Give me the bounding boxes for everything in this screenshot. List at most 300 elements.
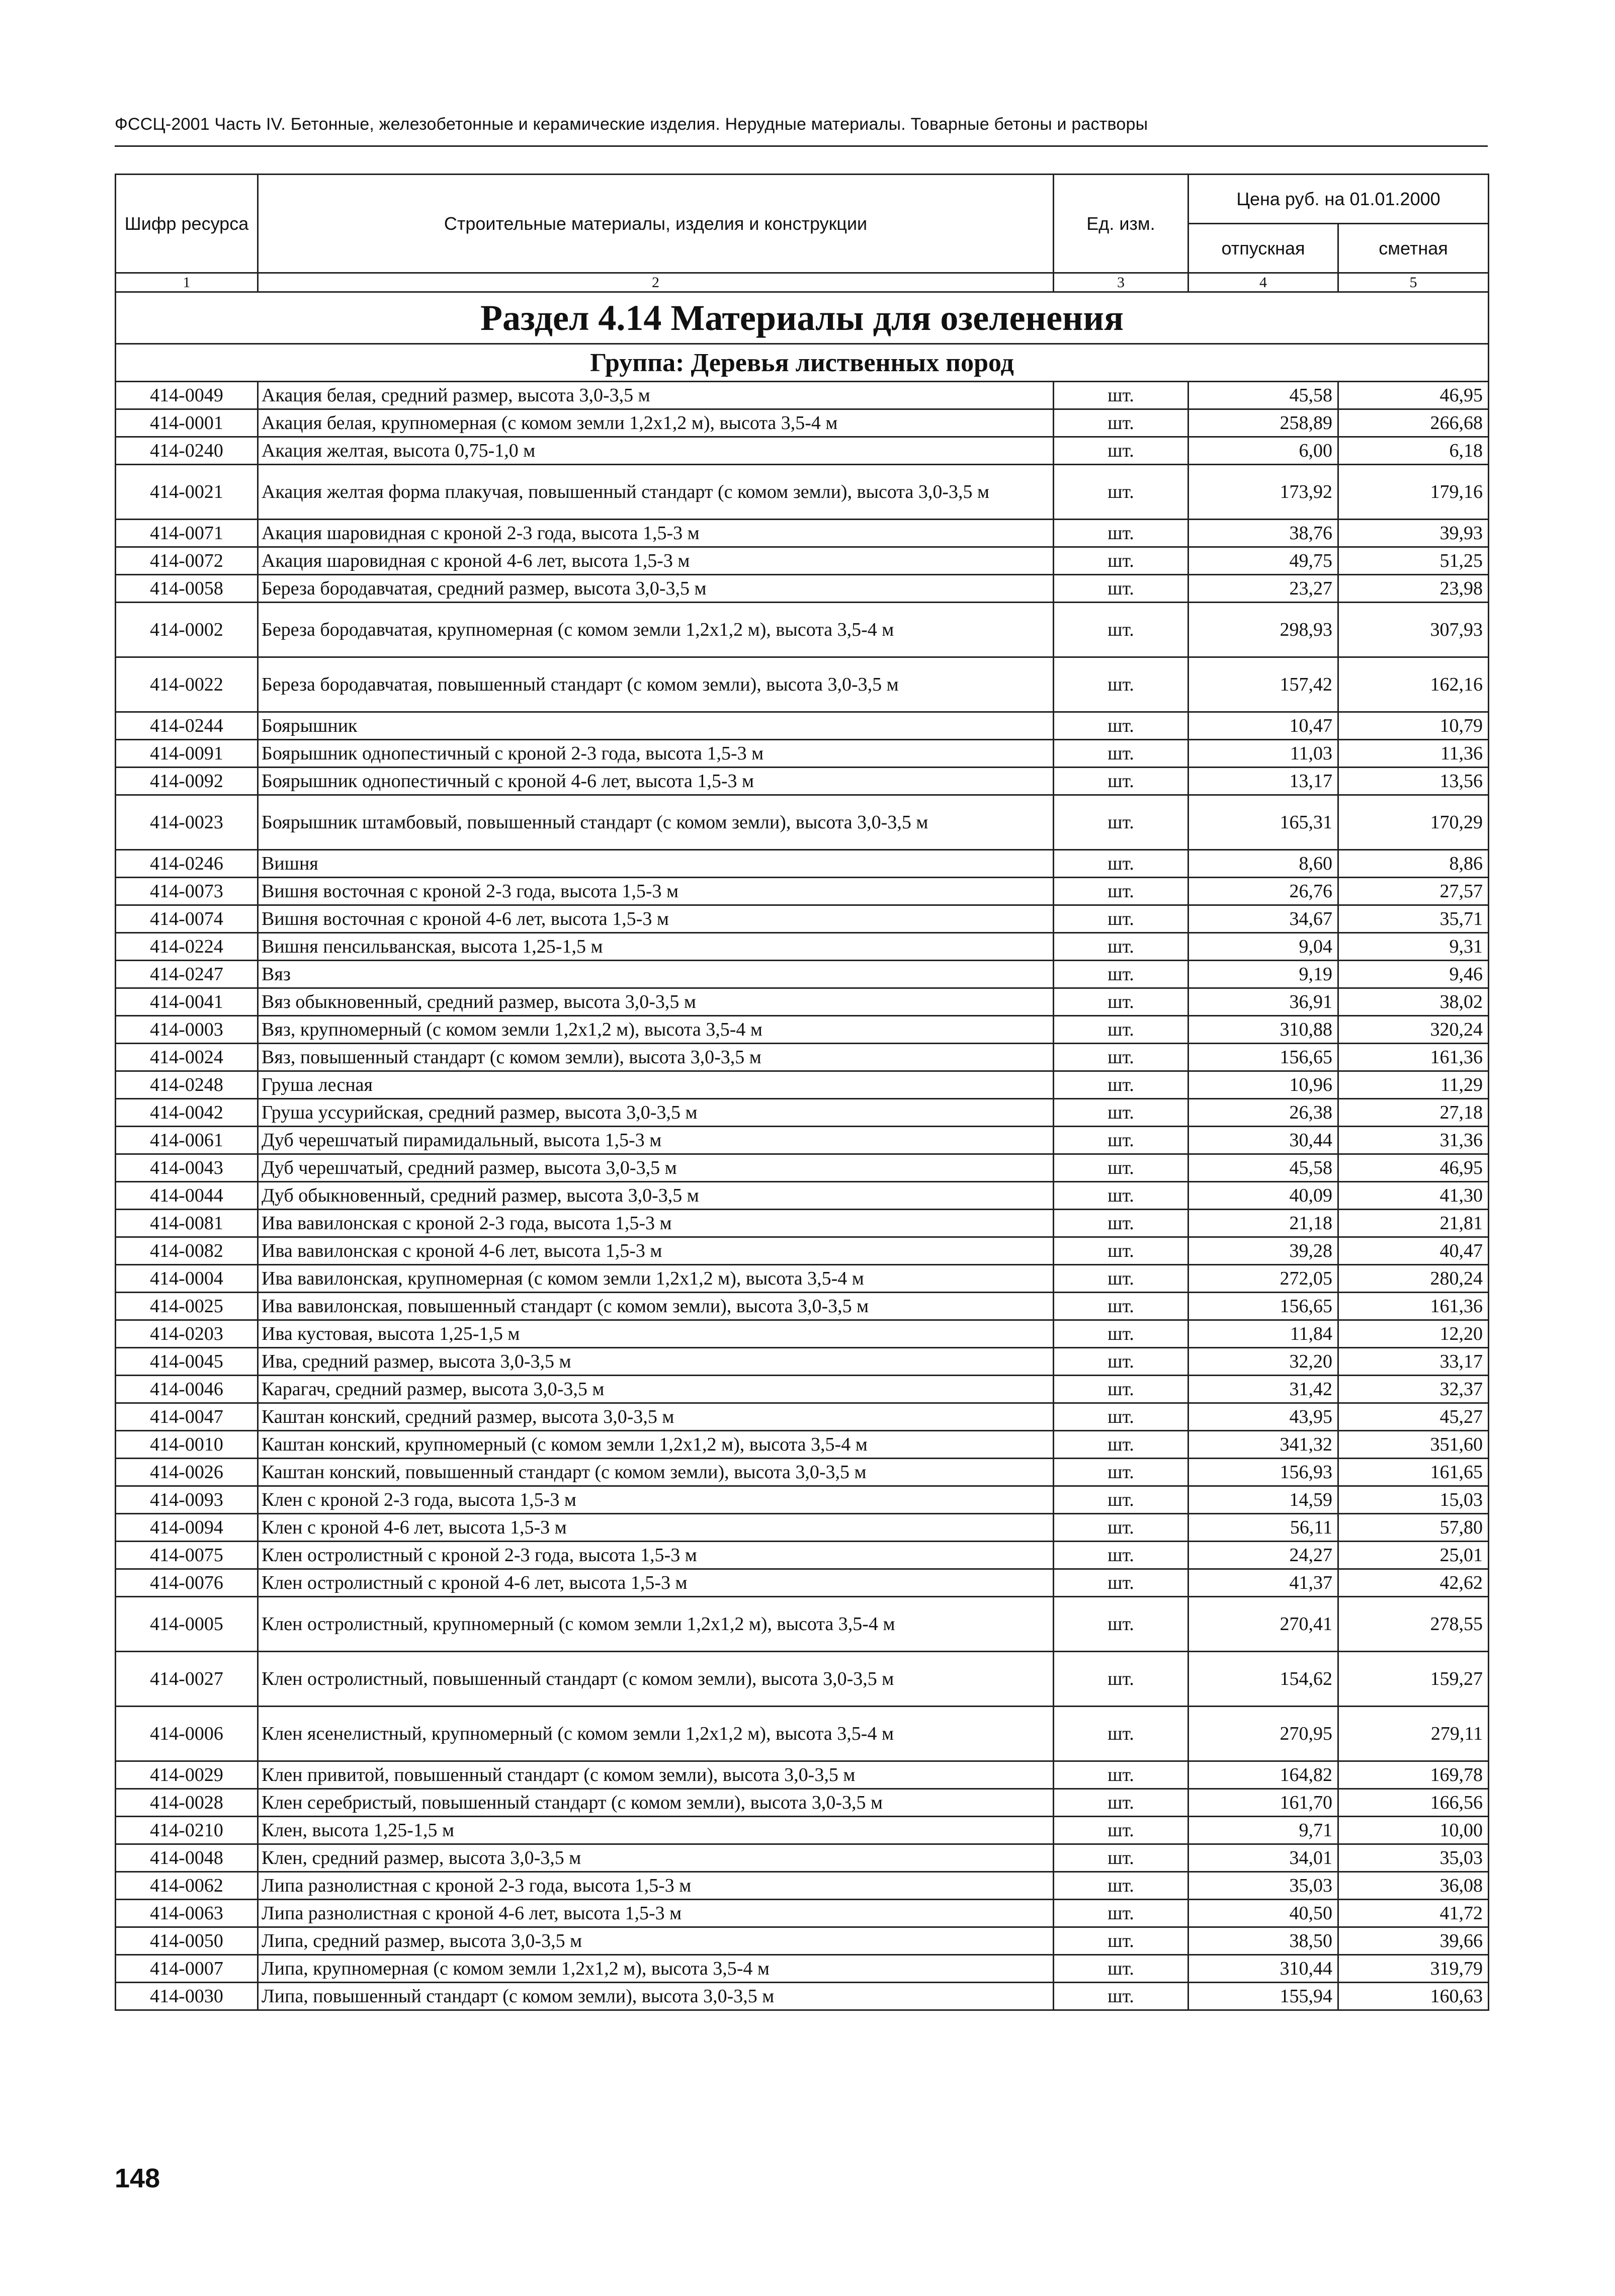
unit: шт. (1054, 409, 1188, 437)
resource-code: 414-0246 (116, 850, 258, 878)
unit: шт. (1054, 1955, 1188, 1983)
estimate-price: 21,81 (1338, 1210, 1489, 1237)
unit: шт. (1054, 905, 1188, 933)
header-estimate-price: сметная (1338, 224, 1489, 273)
group-title: Группа: Деревья лиственных пород (116, 344, 1489, 382)
unit: шт. (1054, 1569, 1188, 1597)
material-name: Ива, средний размер, высота 3,0-3,5 м (258, 1348, 1054, 1376)
release-price: 9,71 (1188, 1817, 1338, 1844)
release-price: 31,42 (1188, 1376, 1338, 1403)
release-price: 30,44 (1188, 1127, 1338, 1154)
table-row (116, 657, 1489, 712)
unit: шт. (1054, 712, 1188, 740)
material-name: Береза бородавчатая, крупномерная (с комом земли 1,2х1,2 м), высота 3,5-4 м (258, 603, 1054, 657)
release-price: 10,96 (1188, 1071, 1338, 1099)
estimate-price: 32,37 (1338, 1376, 1489, 1403)
material-name: Ива кустовая, высота 1,25-1,5 м (258, 1320, 1054, 1348)
estimate-price: 166,56 (1338, 1789, 1489, 1817)
unit: шт. (1054, 933, 1188, 961)
table-row (116, 850, 1489, 878)
table-row (116, 1514, 1489, 1542)
release-price: 156,65 (1188, 1044, 1338, 1071)
material-name: Дуб черешчатый, средний размер, высота 3,0-3,5 м (258, 1154, 1054, 1182)
release-price: 161,70 (1188, 1789, 1338, 1817)
table-row (116, 1844, 1489, 1872)
table-row (116, 437, 1489, 465)
release-price: 41,37 (1188, 1569, 1338, 1597)
estimate-price: 41,72 (1338, 1900, 1489, 1927)
release-price: 56,11 (1188, 1514, 1338, 1542)
price-table (115, 174, 1489, 2011)
table-row (116, 1376, 1489, 1403)
estimate-price: 39,66 (1338, 1927, 1489, 1955)
table-row (116, 1182, 1489, 1210)
table-row (116, 1983, 1489, 2010)
resource-code: 414-0026 (116, 1459, 258, 1486)
resource-code: 414-0061 (116, 1127, 258, 1154)
header-price: Цена руб. на 01.01.2000 (1188, 175, 1489, 224)
estimate-price: 42,62 (1338, 1569, 1489, 1597)
material-name: Липа разнолистная с кроной 4-6 лет, высота 1,5-3 м (258, 1900, 1054, 1927)
unit: шт. (1054, 575, 1188, 603)
material-name: Вяз обыкновенный, средний размер, высота 3,0-3,5 м (258, 988, 1054, 1016)
unit: шт. (1054, 988, 1188, 1016)
material-name: Акация белая, средний размер, высота 3,0-3,5 м (258, 382, 1054, 409)
material-name: Ива вавилонская с кроной 2-3 года, высота 1,5-3 м (258, 1210, 1054, 1237)
release-price: 40,09 (1188, 1182, 1338, 1210)
estimate-price: 39,93 (1338, 520, 1489, 547)
estimate-price: 280,24 (1338, 1265, 1489, 1293)
release-price: 23,27 (1188, 575, 1338, 603)
unit: шт. (1054, 1514, 1188, 1542)
unit: шт. (1054, 1597, 1188, 1652)
resource-code: 414-0092 (116, 768, 258, 795)
resource-code: 414-0093 (116, 1486, 258, 1514)
unit: шт. (1054, 1016, 1188, 1044)
estimate-price: 25,01 (1338, 1542, 1489, 1569)
release-price: 11,03 (1188, 740, 1338, 768)
release-price: 34,67 (1188, 905, 1338, 933)
estimate-price: 159,27 (1338, 1652, 1489, 1707)
estimate-price: 36,08 (1338, 1872, 1489, 1900)
material-name: Акация белая, крупномерная (с комом земли 1,2х1,2 м), высота 3,5-4 м (258, 409, 1054, 437)
material-name: Клен с кроной 2-3 года, высота 1,5-3 м (258, 1486, 1054, 1514)
column-number: 1 (116, 273, 258, 292)
estimate-price: 162,16 (1338, 657, 1489, 712)
material-name: Боярышник (258, 712, 1054, 740)
material-name: Вишня пенсильванская, высота 1,25-1,5 м (258, 933, 1054, 961)
release-price: 9,04 (1188, 933, 1338, 961)
resource-code: 414-0071 (116, 520, 258, 547)
estimate-price: 179,16 (1338, 465, 1489, 520)
release-price: 270,41 (1188, 1597, 1338, 1652)
release-price: 6,00 (1188, 437, 1338, 465)
table-row (116, 1652, 1489, 1707)
material-name: Ива вавилонская с кроной 4-6 лет, высота 1,5-3 м (258, 1237, 1054, 1265)
estimate-price: 13,56 (1338, 768, 1489, 795)
estimate-price: 57,80 (1338, 1514, 1489, 1542)
resource-code: 414-0094 (116, 1514, 258, 1542)
material-name: Клен с кроной 4-6 лет, высота 1,5-3 м (258, 1514, 1054, 1542)
estimate-price: 46,95 (1338, 1154, 1489, 1182)
unit: шт. (1054, 878, 1188, 905)
unit: шт. (1054, 1844, 1188, 1872)
material-name: Клен, высота 1,25-1,5 м (258, 1817, 1054, 1844)
estimate-price: 46,95 (1338, 382, 1489, 409)
release-price: 154,62 (1188, 1652, 1338, 1707)
material-name: Боярышник однопестичный с кроной 2-3 года, высота 1,5-3 м (258, 740, 1054, 768)
estimate-price: 11,29 (1338, 1071, 1489, 1099)
table-row (116, 520, 1489, 547)
unit: шт. (1054, 465, 1188, 520)
material-name: Береза бородавчатая, повышенный стандарт (с комом земли), высота 3,0-3,5 м (258, 657, 1054, 712)
header-name: Строительные материалы, изделия и конструкции (258, 175, 1054, 273)
release-price: 21,18 (1188, 1210, 1338, 1237)
release-price: 34,01 (1188, 1844, 1338, 1872)
column-number: 5 (1338, 273, 1489, 292)
table-row (116, 1761, 1489, 1789)
unit: шт. (1054, 1486, 1188, 1514)
release-price: 298,93 (1188, 603, 1338, 657)
release-price: 24,27 (1188, 1542, 1338, 1569)
resource-code: 414-0248 (116, 1071, 258, 1099)
resource-code: 414-0006 (116, 1707, 258, 1761)
material-name: Карагач, средний размер, высота 3,0-3,5 м (258, 1376, 1054, 1403)
material-name: Вяз, крупномерный (с комом земли 1,2х1,2 м), высота 3,5-4 м (258, 1016, 1054, 1044)
material-name: Дуб черешчатый пирамидальный, высота 1,5-3 м (258, 1127, 1054, 1154)
material-name: Каштан конский, повышенный стандарт (с комом земли), высота 3,0-3,5 м (258, 1459, 1054, 1486)
material-name: Клен остролистный с кроной 2-3 года, высота 1,5-3 м (258, 1542, 1054, 1569)
release-price: 36,91 (1188, 988, 1338, 1016)
column-number: 2 (258, 273, 1054, 292)
unit: шт. (1054, 1872, 1188, 1900)
column-number: 3 (1054, 273, 1188, 292)
estimate-price: 27,18 (1338, 1099, 1489, 1127)
table-row (116, 1486, 1489, 1514)
estimate-price: 161,65 (1338, 1459, 1489, 1486)
unit: шт. (1054, 1652, 1188, 1707)
unit: шт. (1054, 1293, 1188, 1320)
table-row (116, 409, 1489, 437)
unit: шт. (1054, 961, 1188, 988)
table-row (116, 1127, 1489, 1154)
table-row (116, 1431, 1489, 1459)
unit: шт. (1054, 1376, 1188, 1403)
table-row (116, 1016, 1489, 1044)
table-row (116, 740, 1489, 768)
resource-code: 414-0082 (116, 1237, 258, 1265)
table-row (116, 1955, 1489, 1983)
resource-code: 414-0027 (116, 1652, 258, 1707)
estimate-price: 279,11 (1338, 1707, 1489, 1761)
resource-code: 414-0021 (116, 465, 258, 520)
material-name: Каштан конский, средний размер, высота 3,0-3,5 м (258, 1403, 1054, 1431)
estimate-price: 351,60 (1338, 1431, 1489, 1459)
resource-code: 414-0224 (116, 933, 258, 961)
unit: шт. (1054, 1154, 1188, 1182)
release-price: 43,95 (1188, 1403, 1338, 1431)
table-row (116, 1154, 1489, 1182)
release-price: 8,60 (1188, 850, 1338, 878)
estimate-price: 33,17 (1338, 1348, 1489, 1376)
estimate-price: 12,20 (1338, 1320, 1489, 1348)
material-name: Вяз, повышенный стандарт (с комом земли), высота 3,0-3,5 м (258, 1044, 1054, 1071)
header-rule (115, 145, 1488, 147)
material-name: Клен, средний размер, высота 3,0-3,5 м (258, 1844, 1054, 1872)
unit: шт. (1054, 1789, 1188, 1817)
resource-code: 414-0210 (116, 1817, 258, 1844)
resource-code: 414-0058 (116, 575, 258, 603)
resource-code: 414-0028 (116, 1789, 258, 1817)
material-name: Липа, крупномерная (с комом земли 1,2х1,2 м), высота 3,5-4 м (258, 1955, 1054, 1983)
unit: шт. (1054, 1127, 1188, 1154)
table-row (116, 1459, 1489, 1486)
unit: шт. (1054, 1237, 1188, 1265)
unit: шт. (1054, 1761, 1188, 1789)
resource-code: 414-0063 (116, 1900, 258, 1927)
column-number: 4 (1188, 273, 1338, 292)
unit: шт. (1054, 1099, 1188, 1127)
table-row (116, 1707, 1489, 1761)
header-release-price: отпускная (1188, 224, 1338, 273)
release-price: 165,31 (1188, 795, 1338, 850)
release-price: 10,47 (1188, 712, 1338, 740)
estimate-price: 160,63 (1338, 1983, 1489, 2010)
estimate-price: 35,03 (1338, 1844, 1489, 1872)
release-price: 157,42 (1188, 657, 1338, 712)
unit: шт. (1054, 850, 1188, 878)
header-unit: Ед. изм. (1054, 175, 1188, 273)
estimate-price: 266,68 (1338, 409, 1489, 437)
table-row (116, 1789, 1489, 1817)
release-price: 38,76 (1188, 520, 1338, 547)
material-name: Береза бородавчатая, средний размер, высота 3,0-3,5 м (258, 575, 1054, 603)
table-row (116, 1542, 1489, 1569)
estimate-price: 11,36 (1338, 740, 1489, 768)
resource-code: 414-0072 (116, 547, 258, 575)
material-name: Вишня (258, 850, 1054, 878)
unit: шт. (1054, 1044, 1188, 1071)
unit: шт. (1054, 1927, 1188, 1955)
resource-code: 414-0004 (116, 1265, 258, 1293)
material-name: Груша лесная (258, 1071, 1054, 1099)
material-name: Боярышник однопестичный с кроной 4-6 лет, высота 1,5-3 м (258, 768, 1054, 795)
estimate-price: 31,36 (1338, 1127, 1489, 1154)
estimate-price: 9,31 (1338, 933, 1489, 961)
unit: шт. (1054, 1707, 1188, 1761)
material-name: Клен остролистный, крупномерный (с комом земли 1,2х1,2 м), высота 3,5-4 м (258, 1597, 1054, 1652)
resource-code: 414-0081 (116, 1210, 258, 1237)
resource-code: 414-0025 (116, 1293, 258, 1320)
estimate-price: 27,57 (1338, 878, 1489, 905)
unit: шт. (1054, 795, 1188, 850)
resource-code: 414-0003 (116, 1016, 258, 1044)
unit: шт. (1054, 1320, 1188, 1348)
release-price: 270,95 (1188, 1707, 1338, 1761)
resource-code: 414-0091 (116, 740, 258, 768)
resource-code: 414-0044 (116, 1182, 258, 1210)
material-name: Ива вавилонская, крупномерная (с комом земли 1,2х1,2 м), высота 3,5-4 м (258, 1265, 1054, 1293)
resource-code: 414-0203 (116, 1320, 258, 1348)
resource-code: 414-0005 (116, 1597, 258, 1652)
table-row (116, 988, 1489, 1016)
release-price: 40,50 (1188, 1900, 1338, 1927)
resource-code: 414-0047 (116, 1403, 258, 1431)
resource-code: 414-0048 (116, 1844, 258, 1872)
estimate-price: 10,00 (1338, 1817, 1489, 1844)
release-price: 310,88 (1188, 1016, 1338, 1044)
resource-code: 414-0062 (116, 1872, 258, 1900)
unit: шт. (1054, 1265, 1188, 1293)
resource-code: 414-0023 (116, 795, 258, 850)
resource-code: 414-0043 (116, 1154, 258, 1182)
material-name: Клен остролистный, повышенный стандарт (с комом земли), высота 3,0-3,5 м (258, 1652, 1054, 1707)
material-name: Акация шаровидная с кроной 2-3 года, высота 1,5-3 м (258, 520, 1054, 547)
estimate-price: 51,25 (1338, 547, 1489, 575)
estimate-price: 307,93 (1338, 603, 1489, 657)
material-name: Акация шаровидная с кроной 4-6 лет, высота 1,5-3 м (258, 547, 1054, 575)
material-name: Каштан конский, крупномерный (с комом земли 1,2х1,2 м), высота 3,5-4 м (258, 1431, 1054, 1459)
resource-code: 414-0010 (116, 1431, 258, 1459)
table-row (116, 1872, 1489, 1900)
unit: шт. (1054, 1542, 1188, 1569)
table-row (116, 795, 1489, 850)
resource-code: 414-0075 (116, 1542, 258, 1569)
table-row (116, 905, 1489, 933)
release-price: 45,58 (1188, 382, 1338, 409)
resource-code: 414-0050 (116, 1927, 258, 1955)
page-number: 148 (115, 2163, 160, 2193)
running-head: ФССЦ-2001 Часть IV. Бетонные, железобетонные и керамические изделия. Нерудные материалы. Товарные бетоны и растворы (115, 115, 1148, 134)
estimate-price: 10,79 (1338, 712, 1489, 740)
unit: шт. (1054, 1817, 1188, 1844)
material-name: Вишня восточная с кроной 4-6 лет, высота 1,5-3 м (258, 905, 1054, 933)
unit: шт. (1054, 740, 1188, 768)
table-body (116, 292, 1489, 2010)
table-row (116, 1900, 1489, 1927)
table-row (116, 933, 1489, 961)
table-row (116, 1265, 1489, 1293)
resource-code: 414-0240 (116, 437, 258, 465)
material-name: Акация желтая форма плакучая, повышенный стандарт (с комом земли), высота 3,0-3,5 м (258, 465, 1054, 520)
resource-code: 414-0002 (116, 603, 258, 657)
resource-code: 414-0030 (116, 1983, 258, 2010)
release-price: 272,05 (1188, 1265, 1338, 1293)
estimate-price: 169,78 (1338, 1761, 1489, 1789)
estimate-price: 45,27 (1338, 1403, 1489, 1431)
material-name: Липа, повышенный стандарт (с комом земли), высота 3,0-3,5 м (258, 1983, 1054, 2010)
table-row (116, 1071, 1489, 1099)
table-row (116, 1293, 1489, 1320)
unit: шт. (1054, 437, 1188, 465)
table-row (116, 575, 1489, 603)
unit: шт. (1054, 547, 1188, 575)
release-price: 341,32 (1188, 1431, 1338, 1459)
release-price: 32,20 (1188, 1348, 1338, 1376)
unit: шт. (1054, 1182, 1188, 1210)
unit: шт. (1054, 1403, 1188, 1431)
table-row (116, 878, 1489, 905)
resource-code: 414-0074 (116, 905, 258, 933)
release-price: 13,17 (1188, 768, 1338, 795)
unit: шт. (1054, 603, 1188, 657)
unit: шт. (1054, 1900, 1188, 1927)
table-row (116, 603, 1489, 657)
resource-code: 414-0046 (116, 1376, 258, 1403)
table-row (116, 1237, 1489, 1265)
unit: шт. (1054, 382, 1188, 409)
material-name: Липа, средний размер, высота 3,0-3,5 м (258, 1927, 1054, 1955)
estimate-price: 6,18 (1338, 437, 1489, 465)
section-title: Раздел 4.14 Материалы для озеленения (116, 292, 1489, 344)
table-row (116, 382, 1489, 409)
material-name: Липа разнолистная с кроной 2-3 года, высота 1,5-3 м (258, 1872, 1054, 1900)
material-name: Дуб обыкновенный, средний размер, высота 3,0-3,5 м (258, 1182, 1054, 1210)
estimate-price: 161,36 (1338, 1044, 1489, 1071)
header-code: Шифр ресурса (116, 175, 258, 273)
release-price: 258,89 (1188, 409, 1338, 437)
resource-code: 414-0045 (116, 1348, 258, 1376)
estimate-price: 35,71 (1338, 905, 1489, 933)
material-name: Клен серебристый, повышенный стандарт (с комом земли), высота 3,0-3,5 м (258, 1789, 1054, 1817)
resource-code: 414-0041 (116, 988, 258, 1016)
material-name: Вишня восточная с кроной 2-3 года, высота 1,5-3 м (258, 878, 1054, 905)
resource-code: 414-0042 (116, 1099, 258, 1127)
estimate-price: 161,36 (1338, 1293, 1489, 1320)
release-price: 49,75 (1188, 547, 1338, 575)
estimate-price: 38,02 (1338, 988, 1489, 1016)
release-price: 156,65 (1188, 1293, 1338, 1320)
unit: шт. (1054, 768, 1188, 795)
resource-code: 414-0073 (116, 878, 258, 905)
material-name: Клен ясенелистный, крупномерный (с комом земли 1,2х1,2 м), высота 3,5-4 м (258, 1707, 1054, 1761)
release-price: 310,44 (1188, 1955, 1338, 1983)
release-price: 39,28 (1188, 1237, 1338, 1265)
estimate-price: 9,46 (1338, 961, 1489, 988)
unit: шт. (1054, 1983, 1188, 2010)
release-price: 14,59 (1188, 1486, 1338, 1514)
table-row (116, 961, 1489, 988)
estimate-price: 8,86 (1338, 850, 1489, 878)
resource-code: 414-0247 (116, 961, 258, 988)
table-row (116, 1320, 1489, 1348)
material-name: Вяз (258, 961, 1054, 988)
resource-code: 414-0007 (116, 1955, 258, 1983)
resource-code: 414-0049 (116, 382, 258, 409)
release-price: 35,03 (1188, 1872, 1338, 1900)
unit: шт. (1054, 657, 1188, 712)
table-row (116, 1927, 1489, 1955)
unit: шт. (1054, 1071, 1188, 1099)
release-price: 26,76 (1188, 878, 1338, 905)
resource-code: 414-0022 (116, 657, 258, 712)
estimate-price: 278,55 (1338, 1597, 1489, 1652)
table-row (116, 1403, 1489, 1431)
release-price: 26,38 (1188, 1099, 1338, 1127)
table-row (116, 1348, 1489, 1376)
material-name: Клен остролистный с кроной 4-6 лет, высота 1,5-3 м (258, 1569, 1054, 1597)
resource-code: 414-0024 (116, 1044, 258, 1071)
estimate-price: 41,30 (1338, 1182, 1489, 1210)
material-name: Груша уссурийская, средний размер, высота 3,0-3,5 м (258, 1099, 1054, 1127)
table-row (116, 465, 1489, 520)
estimate-price: 320,24 (1338, 1016, 1489, 1044)
table-row (116, 1044, 1489, 1071)
resource-code: 414-0001 (116, 409, 258, 437)
table-row (116, 768, 1489, 795)
estimate-price: 23,98 (1338, 575, 1489, 603)
estimate-price: 319,79 (1338, 1955, 1489, 1983)
